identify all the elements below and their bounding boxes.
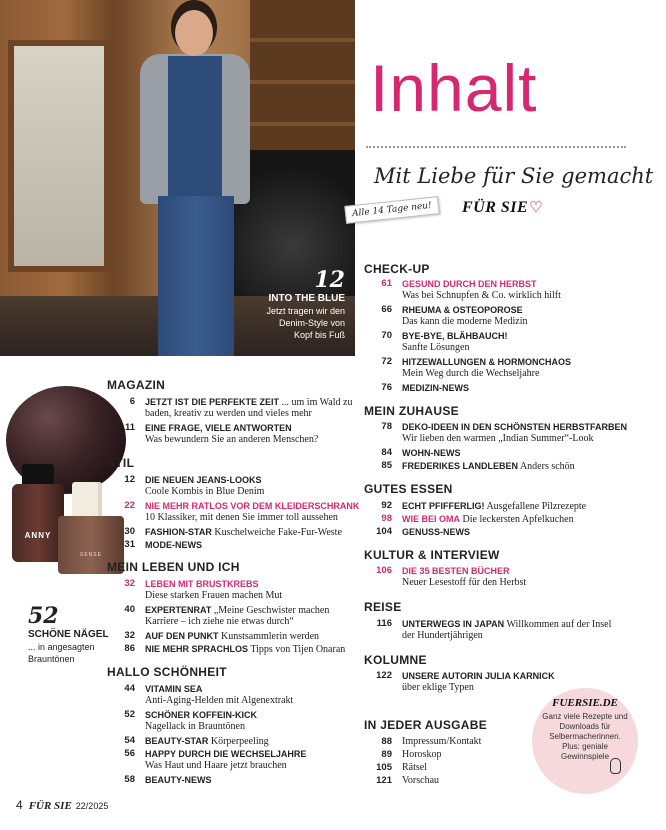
polish-brand-1: ANNY [24, 531, 52, 540]
entry-desc: Anders schön [518, 461, 575, 472]
entry-text [145, 748, 306, 760]
entry-text [402, 447, 461, 459]
entry-page: 84 [381, 447, 392, 458]
entry-continuation: Was bewundern Sie an anderen Menschen? [145, 434, 319, 445]
section-heading-checkup: CHECK-UP [364, 262, 430, 276]
polish-bottle-brown [12, 484, 64, 562]
entry-desc: Tipps von Tijen Onaran [248, 644, 346, 655]
entry-page: 72 [381, 356, 392, 367]
entry-desc: Vorschau [402, 775, 440, 786]
entry-title: MODE-NEWS [145, 540, 202, 550]
entry-page: 85 [381, 460, 392, 471]
entry-title: NIE MEHR RATLOS VOR DEM KLEIDERSCHRANK [145, 501, 360, 511]
entry-title: SCHÖNER KOFFEIN-KICK [145, 710, 257, 720]
photo-caption-text-3: Kopf bis Fuß [293, 330, 345, 340]
photo-caption-page: 12 [314, 267, 345, 293]
entry-page: 31 [124, 539, 135, 550]
entry-title: RHEUMA & OSTEOPOROSE [402, 305, 523, 315]
entry-text [402, 500, 586, 513]
entry-page: 105 [376, 762, 392, 773]
entry-page: 40 [124, 604, 135, 615]
section-heading-ausgabe: IN JEDER AUSGABE [364, 718, 488, 732]
section-heading-reise: REISE [364, 600, 402, 614]
entry-text [402, 278, 537, 290]
model-head [175, 10, 213, 56]
entry-text [145, 630, 319, 643]
entry-page: 89 [381, 749, 392, 760]
entry-continuation: Nagellack in Brauntönen [145, 721, 245, 732]
entry-desc: Rätsel [402, 762, 427, 773]
nail-caption-text-1: ... in angesagten [28, 642, 95, 652]
entry-title: DIE NEUEN JEANS-LOOKS [145, 475, 262, 485]
entry-title: HITZEWALLUNGEN & HORMONCHAOS [402, 357, 571, 367]
entry-page: 88 [381, 736, 392, 747]
website-promo[interactable] [532, 688, 638, 794]
entry-page: 104 [376, 526, 392, 537]
entry-title: BYE-BYE, BLÄHBAUCH! [402, 331, 508, 341]
entry-text [145, 422, 292, 434]
entry-text [402, 565, 510, 577]
entry-page: 56 [124, 748, 135, 759]
entry-continuation: Anti-Aging-Helden mit Algenextrakt [145, 695, 294, 706]
entry-page: 58 [124, 774, 135, 785]
entry-title: UNTERWEGS IN JAPAN [402, 619, 505, 629]
entry-title: WOHN-NEWS [402, 448, 461, 458]
tagline: Mit Liebe für Sie gemacht [374, 164, 654, 188]
entry-desc: „Meine Geschwister machen [211, 605, 330, 616]
entry-text [145, 500, 359, 512]
page-title: Inhalt [370, 51, 538, 125]
entry-page: 54 [124, 735, 135, 746]
section-heading-stil: STIL [107, 456, 135, 470]
section-heading-schoenheit: HALLO SCHÖNHEIT [107, 665, 227, 679]
entry-title: FREDERIKES LANDLEBEN [402, 461, 519, 471]
photo-caption [185, 268, 345, 341]
entry-title: BEAUTY-NEWS [145, 775, 212, 785]
polish-cap-cream [72, 482, 102, 520]
entry-continuation: Was bei Schnupfen & Co. wirklich hilft [402, 290, 561, 301]
section-heading-zuhause: MEIN ZUHAUSE [364, 404, 459, 418]
page-number: 4 [16, 798, 23, 812]
entry-page: 6 [129, 396, 135, 407]
entry-page: 70 [381, 330, 392, 341]
entry-page: 92 [381, 500, 392, 511]
entry-title: DIE 35 BESTEN BÜCHER [402, 566, 510, 576]
entry-text [402, 526, 470, 538]
issue-number: 22/2025 [75, 801, 109, 811]
entry-title: GENUSS-NEWS [402, 527, 471, 537]
entry-title: UNSERE AUTORIN JULIA KARNICK [402, 671, 555, 681]
polish-brand-2: SENSE [80, 552, 102, 558]
page-footer [16, 798, 108, 812]
entry-continuation: Mein Weg durch die Wechseljahre [402, 368, 540, 379]
entry-page: 61 [381, 278, 392, 289]
section-heading-leben: MEIN LEBEN UND ICH [107, 560, 240, 574]
entry-page: 116 [376, 618, 392, 629]
magazine-logo [462, 198, 543, 217]
entry-title: AUF DEN PUNKT [145, 631, 219, 641]
entry-text [402, 356, 571, 368]
entry-text [402, 513, 574, 526]
entry-text [402, 460, 575, 473]
entry-title: DEKO-IDEEN IN DEN SCHÖNSTEN HERBSTFARBEN [402, 422, 628, 432]
entry-text [402, 382, 469, 394]
nail-caption-title: SCHÖNE NÄGEL [28, 629, 109, 640]
entry-text [145, 539, 202, 551]
entry-continuation: der Hundertjährigen [402, 630, 483, 641]
entry-desc: Impressum/Kontakt [402, 736, 482, 747]
entry-title: VITAMIN SEA [145, 684, 203, 694]
entry-title: EXPERTENRAT [145, 605, 212, 615]
entry-title: FASHION-STAR [145, 527, 212, 537]
entry-title: EINE FRAGE, VIELE ANTWORTEN [145, 423, 292, 433]
entry-desc: Willkommen auf der Insel [504, 619, 612, 630]
mouse-icon [610, 758, 621, 774]
photo-caption-text-2: Denim-Style von [278, 318, 345, 328]
entry-continuation: Wir lieben den warmen „Indian Summer“-Look [402, 433, 594, 444]
entry-page: 76 [381, 382, 392, 393]
entry-page: 44 [124, 683, 135, 694]
entry-text [402, 670, 555, 682]
footer-brand: FÜR SIE [28, 800, 72, 812]
entry-continuation: Coole Kombis in Blue Denim [145, 486, 265, 497]
photo-caption-title: INTO THE BLUE [268, 293, 345, 304]
entry-desc: ... um im Wald zu [279, 397, 353, 408]
logo-text: FÜR SIE [462, 199, 529, 216]
entry-text [145, 709, 257, 721]
entry-page: 98 [381, 513, 392, 524]
entry-page: 32 [124, 630, 135, 641]
entry-text [145, 474, 262, 486]
entry-title: JETZT IST DIE PERFEKTE ZEIT [145, 397, 280, 407]
heart-icon: ♡ [529, 200, 544, 216]
entry-page: 22 [124, 500, 135, 511]
section-heading-magazin: MAGAZIN [107, 378, 166, 392]
entry-continuation: Diese starken Frauen machen Mut [145, 590, 283, 601]
entry-desc: Kunstsammlerin werden [218, 631, 320, 642]
entry-page: 12 [124, 474, 135, 485]
entry-text [402, 330, 508, 342]
entry-desc: Körperpeeling [208, 736, 269, 747]
cover-photo [0, 0, 355, 356]
nail-caption-text-2: Brauntönen [28, 654, 75, 664]
photo-caption-text-1: Jetzt tragen wir den [266, 306, 345, 316]
entry-title: LEBEN MIT BRUSTKREBS [145, 579, 259, 589]
entry-continuation: Sanfte Lösungen [402, 342, 470, 353]
entry-text [402, 421, 627, 433]
entry-text [145, 735, 269, 748]
entry-text [145, 683, 202, 695]
entry-page: 11 [124, 422, 135, 433]
entry-text [145, 526, 342, 539]
entry-page: 66 [381, 304, 392, 315]
entry-text [145, 643, 345, 656]
entry-desc: Ausgefallene Pilzrezepte [484, 501, 587, 512]
entry-page: 30 [124, 526, 135, 537]
entry-continuation: 10 Klassiker, mit denen Sie immer toll aussehen [145, 512, 338, 523]
nail-polish-image [0, 386, 145, 586]
entry-text [402, 304, 523, 316]
entry-title: HAPPY DURCH DIE WECHSELJAHRE [145, 749, 307, 759]
entry-title: ECHT PFIFFERLIG! [402, 501, 485, 511]
window [8, 40, 110, 272]
entry-continuation: Neuer Lesestoff für den Herbst [402, 577, 527, 588]
entry-continuation: über eklige Typen [402, 682, 474, 693]
frequency-stamp: Alle 14 Tage neu! [344, 196, 439, 224]
entry-page: 106 [376, 565, 392, 576]
entry-continuation: Karriere – ich ziehe nie etwas durch“ [145, 616, 294, 627]
entry-page: 121 [376, 775, 392, 786]
entry-page: 122 [376, 670, 392, 681]
entry-page: 52 [124, 709, 135, 720]
section-heading-essen: GUTES ESSEN [364, 482, 453, 496]
entry-text [145, 774, 212, 786]
website-text: Ganz viele Rezepte und Downloads für Selbermacherinnen. Plus: geniale Gewinnspiele [542, 712, 628, 761]
entry-title: BEAUTY-STAR [145, 736, 209, 746]
nail-caption-page: 52 [28, 603, 59, 629]
entry-page: 86 [124, 643, 135, 654]
model-shirt [168, 56, 222, 196]
dotted-divider [366, 146, 626, 148]
entry-continuation: Das kann die moderne Medizin [402, 316, 528, 327]
entry-title: NIE MEHR SPRACHLOS [145, 644, 249, 654]
entry-title: GESUND DURCH DEN HERBST [402, 279, 537, 289]
entry-title: WIE BEI OMA [402, 514, 460, 524]
entry-desc: Kuschelweiche Fake-Fur-Weste [211, 527, 342, 538]
entry-page: 32 [124, 578, 135, 589]
section-heading-kolumne: KOLUMNE [364, 653, 427, 667]
website-title: FUERSIE.DE [552, 697, 618, 709]
entry-title: MEDIZIN-NEWS [402, 383, 469, 393]
section-heading-kultur: KULTUR & INTERVIEW [364, 548, 500, 562]
entry-desc: Horoskop [402, 749, 442, 760]
entry-continuation: baden, kreativ zu werden und vieles mehr [145, 408, 312, 419]
entry-continuation: Was Haut und Haare jetzt brauchen [145, 760, 287, 771]
entry-desc: Die leckersten Apfelkuchen [460, 514, 574, 525]
entry-page: 78 [381, 421, 392, 432]
entry-text [145, 578, 259, 590]
